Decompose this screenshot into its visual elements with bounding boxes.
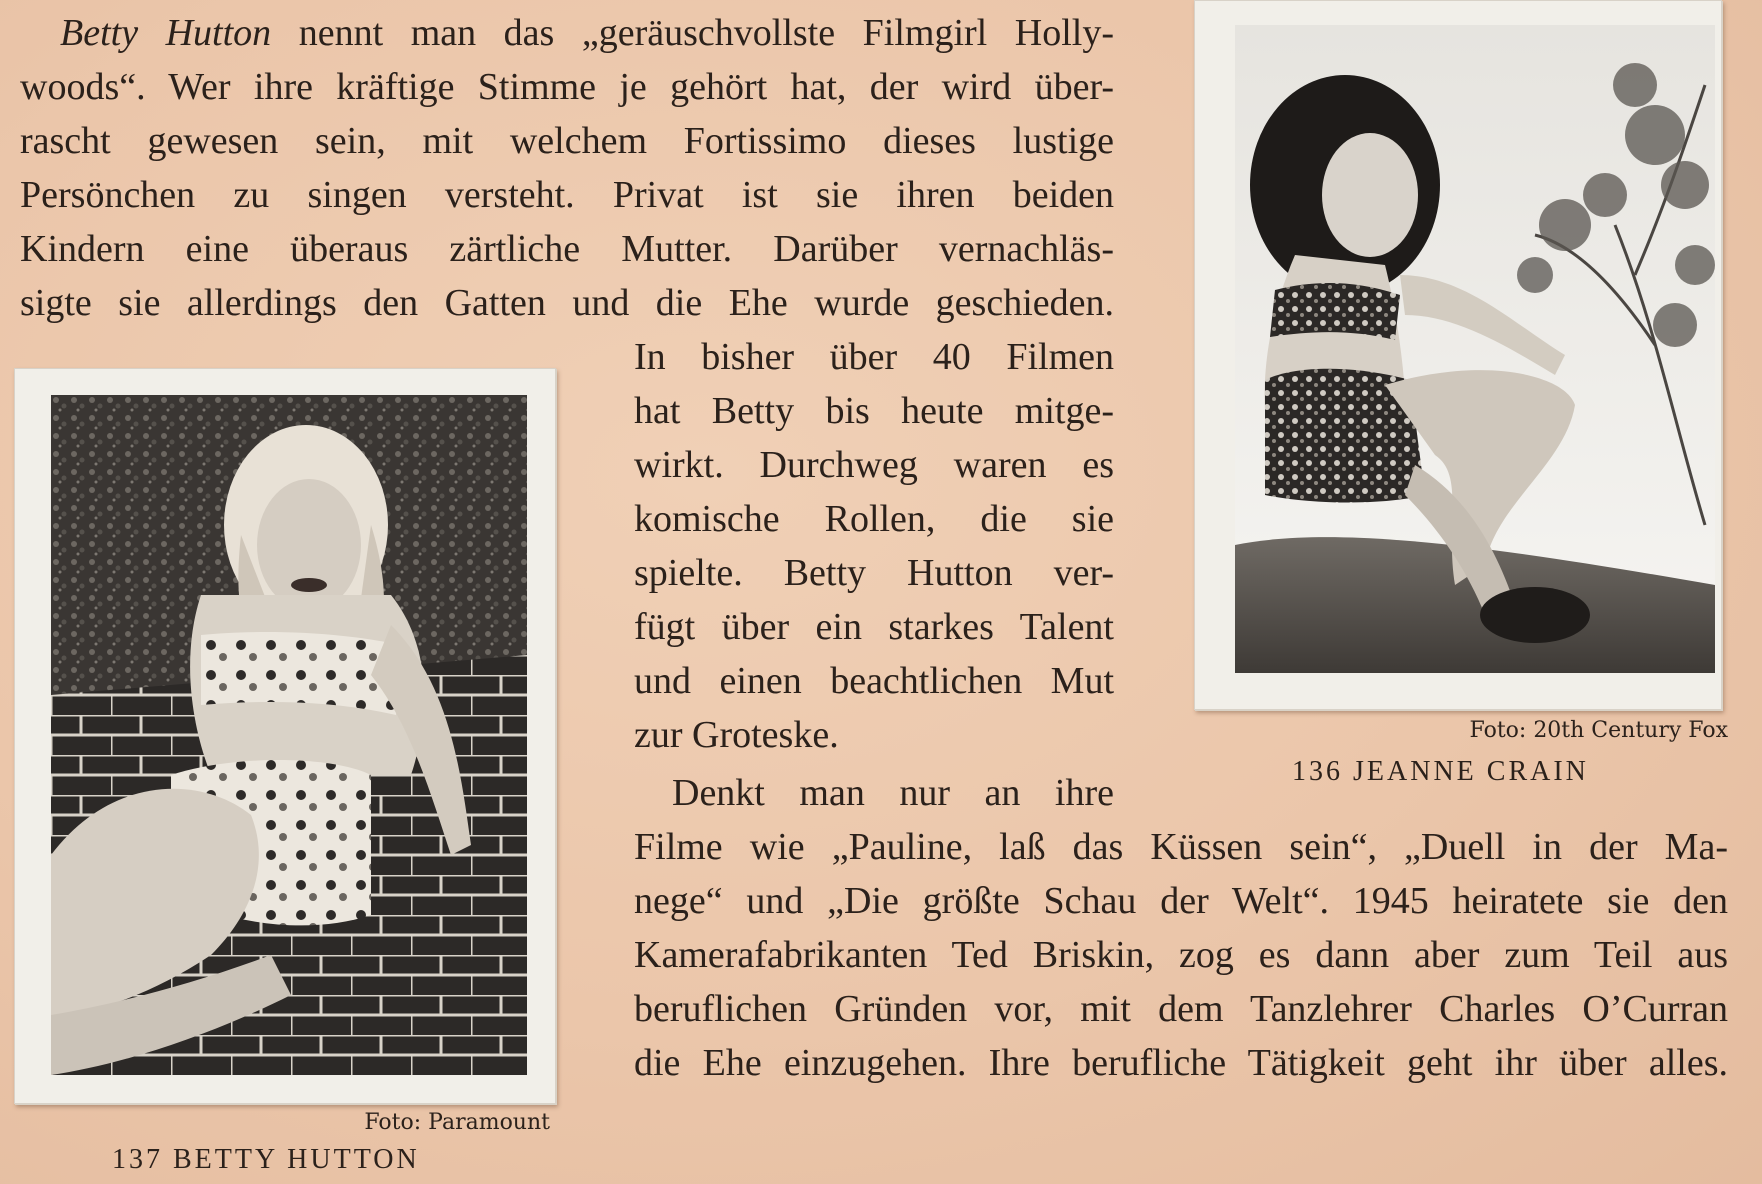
photo-betty-hutton [51, 395, 527, 1075]
article-line-12: fügt über ein starkes Talent [634, 606, 1114, 648]
article-lead-name: Betty Hutton [60, 12, 272, 54]
photo-credit-jeanne-crain: Foto: 20th Century Fox [1469, 718, 1728, 743]
article-line-13: und einen beachtlichen Mut [634, 660, 1114, 702]
photo-jeanne-crain [1235, 25, 1715, 673]
article-line-6: sigte sie allerdings den Gatten und die Ehe wurde geschieden. [20, 282, 1114, 324]
article-line-9: wirkt. Durchweg waren es [634, 444, 1114, 486]
photo-card-betty-hutton [14, 368, 556, 1104]
article-line-20: die Ehe einzugehen. Ihre berufliche Tätigkeit geht ihr über alles. [634, 1042, 1728, 1084]
photo-card-jeanne-crain [1194, 0, 1722, 710]
article-line-5: Kindern eine überaus zärtliche Mutter. Darüber vernachläs- [20, 228, 1114, 270]
article-line-10: komische Rollen, die sie [634, 498, 1114, 540]
article-line-8: hat Betty bis heute mitge- [634, 390, 1114, 432]
article-line-16: Filme wie „Pauline, laß das Küssen sein“, „Duell in der Ma- [634, 826, 1728, 868]
article-line-2: woods“. Wer ihre kräftige Stimme je gehört hat, der wird über- [20, 66, 1114, 108]
article-line-1 [60, 6, 1114, 60]
article-line-11: spielte. Betty Hutton ver- [634, 552, 1114, 594]
article-line-7: In bisher über 40 Filmen [634, 336, 1114, 378]
article-line-17: nege“ und „Die größte Schau der Welt“. 1945 heiratete sie den [634, 880, 1728, 922]
photo-betty-hutton-image [51, 395, 527, 1075]
photo-jeanne-crain-image [1235, 25, 1715, 673]
photo-caption-betty-hutton: 137 BETTY HUTTON [112, 1144, 420, 1175]
article-line-1-text: nennt man das „geräuschvollste Filmgirl Holly- [271, 12, 1114, 54]
article-line-15: Denkt man nur an ihre [672, 772, 1114, 814]
article-line-4: Persönchen zu singen versteht. Privat ist sie ihren beiden [20, 174, 1114, 216]
article-line-19: beruflichen Gründen vor, mit dem Tanzlehrer Charles O’Curran [634, 988, 1728, 1030]
photo-caption-jeanne-crain: 136 JEANNE CRAIN [1292, 756, 1589, 787]
photo-credit-betty-hutton: Foto: Paramount [364, 1110, 550, 1135]
article-line-18: Kamerafabrikanten Ted Briskin, zog es dann aber zum Teil aus [634, 934, 1728, 976]
article-line-14: zur Groteske. [634, 714, 839, 756]
article-line-3: rascht gewesen sein, mit welchem Fortissimo dieses lustige [20, 120, 1114, 162]
